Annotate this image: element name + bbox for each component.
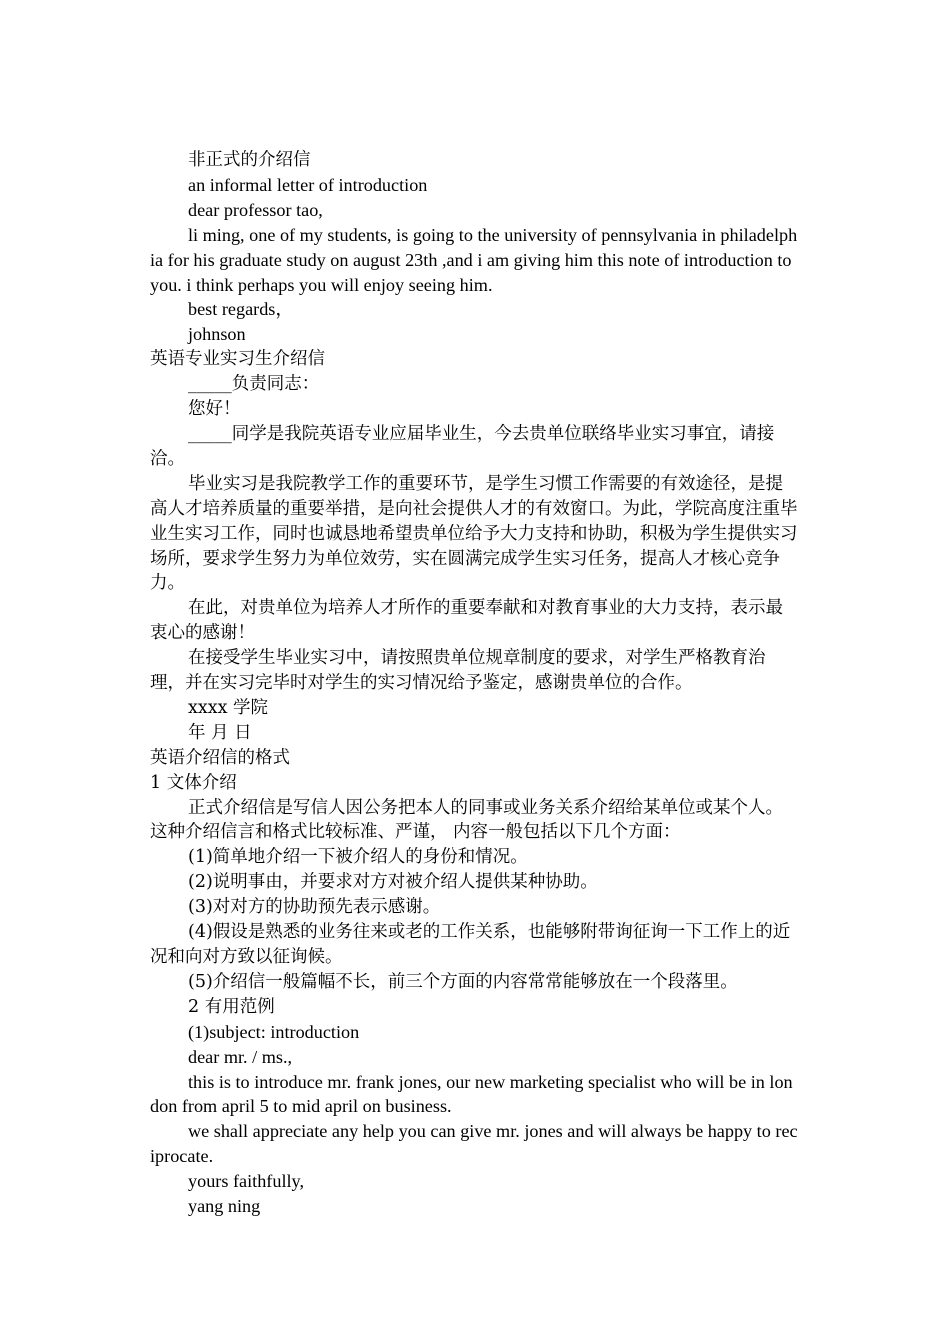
example-signature: yang ning [188, 1196, 261, 1217]
letter-body: li ming, one of my students, is going to the university of pennsylvania in philadelphia for his graduate study on august 23th ,and i am giving him this note of introduction to you. i think perhaps you will enjoy seeing him. [150, 224, 798, 295]
informal-letter-heading: 非正式的介绍信 [188, 150, 311, 170]
signature: johnson [188, 324, 246, 345]
date-line: 年 月 日 [188, 722, 252, 743]
document-body [150, 148, 800, 1219]
closing: best regards， [188, 299, 294, 320]
list-item: (1)简单地介绍一下被介绍人的身份和情况。 [188, 847, 528, 868]
list-item: (3)对对方的协助预先表示感谢。 [188, 897, 441, 918]
example-body: we shall appreciate any help you can give mr. jones and will always be happy to reciprocate. [150, 1121, 798, 1167]
example-body: this is to introduce mr. frank jones, our new marketing specialist who will be in london from april 5 to mid april on business. [150, 1071, 793, 1117]
letter-paragraph: 在此，对贵单位为培养人才所作的重要奉献和对教育事业的大力支持，表示最衷心的感谢！ [150, 598, 783, 644]
list-item: (5)介绍信一般篇幅不长，前三个方面的内容常常能够放在一个段落里。 [188, 971, 738, 992]
list-item: (4)假设是熟悉的业务往来或老的工作关系，也能够附带询征询一下工作上的近况和向对方致以征询候。 [150, 922, 791, 967]
informal-letter-subtitle: an informal letter of introduction [188, 174, 428, 195]
letter-paragraph: 毕业实习是我院教学工作的重要环节，是学生习惯工作需要的有效途径，是提高人才培养质量的重要举措，是向社会提供人才的有效窗口。为此，学院高度注重毕业生实习工作，同时也诚恳地希望贵单位给予大力支持和协助，积极为学生提供实习场所，要求学生努力为单位效劳，实在圆满完成学生实习任务，提高人才核心竞争力。 [150, 473, 798, 594]
subsection-heading: 2 有用范例 [188, 996, 275, 1017]
recipient-line: _____负责同志： [188, 374, 320, 395]
body-paragraph: 正式介绍信是写信人因公务把本人的同事或业务关系介绍给某单位或某个人。 这种介绍信言和格式比较标准、严谨， 内容一般包括以下几个方面： [150, 797, 783, 843]
salutation: dear professor tao, [188, 199, 323, 220]
list-item: (2)说明事由，并要求对方对被介绍人提供某种协助。 [188, 872, 598, 893]
subsection-heading: 1 文体介绍 [150, 772, 237, 793]
section-heading: 英语专业实习生介绍信 [150, 349, 325, 370]
letter-paragraph: _____同学是我院英语专业应届毕业生，今去贵单位联络毕业实习事宜，请接洽。 [150, 423, 775, 469]
example-closing: yours faithfully, [188, 1171, 305, 1192]
letter-paragraph: 在接受学生毕业实习中，请按照贵单位规章制度的要求，对学生严格教育治理，并在实习完毕时对学生的实习情况给予鉴定，感谢贵单位的合作。 [150, 648, 766, 694]
example-subject: (1)subject: introduction [188, 1021, 360, 1042]
greeting: 您好！ [188, 399, 241, 420]
example-salutation: dear mr. / ms., [188, 1046, 293, 1067]
section-heading: 英语介绍信的格式 [150, 747, 290, 768]
sender-institution: xxxx 学院 [188, 697, 269, 718]
